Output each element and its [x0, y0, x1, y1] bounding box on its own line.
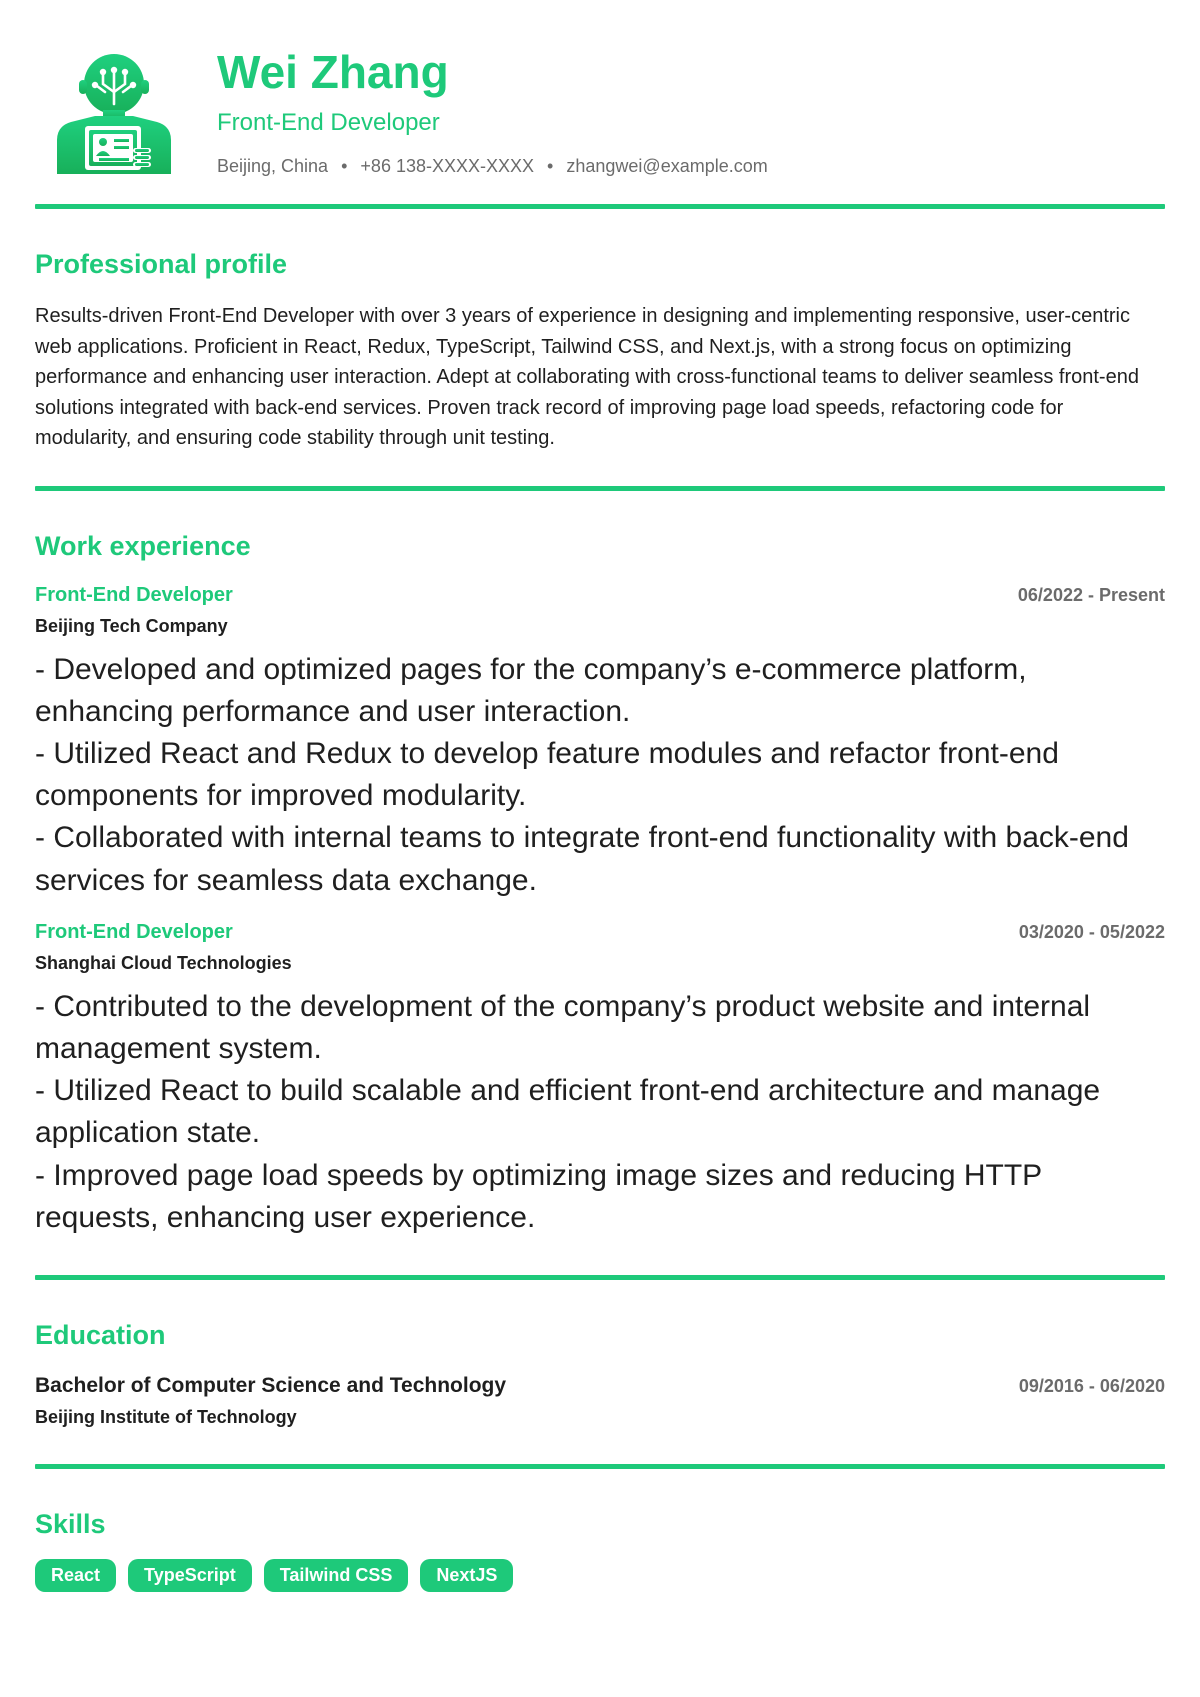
candidate-name: Wei Zhang: [217, 46, 449, 98]
job-entry: [35, 581, 1165, 902]
job-bullet: - Utilized React and Redux to develop feature modules and refactor front-end components for improved modularity.: [35, 736, 1059, 813]
job-role: Front-End Developer: [35, 583, 233, 606]
education-date: 09/2016 - 06/2020: [1018, 1375, 1165, 1396]
job-bullet: - Collaborated with internal teams to integrate front-end functionality with back-end services for seamless data exchange.: [35, 821, 1129, 897]
profile-section: [35, 247, 1165, 454]
skills-list: [35, 1559, 1165, 1592]
section-divider: [35, 204, 1165, 209]
candidate-title: Front-End Developer: [217, 109, 440, 136]
job-date: 06/2022 - Present: [1017, 584, 1165, 605]
profile-heading: Professional profile: [35, 249, 288, 279]
job-date: 03/2020 - 05/2022: [1018, 921, 1165, 942]
contact-separator: •: [341, 156, 348, 176]
job-bullet: - Contributed to the development of the company’s product website and internal management system.: [35, 989, 1091, 1065]
skill-chip: React: [35, 1559, 116, 1592]
skills-section: [35, 1507, 1165, 1592]
job-entry: [35, 918, 1165, 1239]
job-company: Shanghai Cloud Technologies: [35, 952, 292, 973]
skills-heading: Skills: [35, 1508, 106, 1539]
contact-separator: •: [547, 156, 554, 176]
profile-text: Results-driven Front-End Developer with over 3 years of experience in designing and implementing responsive, user-centric web applications. Proficient in React, Redux, TypeScript, Tailwind CSS, and Next.js, with a strong focus on optimizing performance and enhancing user interaction. Adept at collaborating with cross-functional teams to deliver seamless front-end solutions integrated with back-end services. Proven track record of improving page load speeds, refactoring code for modularity, and ensuring code stability through unit testing.: [35, 305, 1139, 449]
job-header: [35, 918, 1165, 946]
header-text: [217, 44, 768, 178]
contact-line: [217, 154, 768, 178]
job-bullets: [35, 986, 1165, 1239]
contact-email: zhangwei@example.com: [566, 156, 768, 176]
experience-heading: Work experience: [35, 530, 251, 561]
skill-chip: TypeScript: [128, 1559, 252, 1592]
education-section: [35, 1318, 1165, 1430]
job-bullet: - Improved page load speeds by optimizing image sizes and reducing HTTP requests, enhancing user experience.: [35, 1158, 1042, 1234]
skill-chip: NextJS: [420, 1559, 513, 1592]
job-bullet: - Utilized React to build scalable and efficient front-end architecture and manage application state.: [35, 1074, 1101, 1150]
job-bullets: [35, 649, 1165, 902]
experience-section: [35, 529, 1165, 1239]
education-school: Beijing Institute of Technology: [35, 1406, 297, 1427]
job-bullet: - Developed and optimized pages for the company’s e-commerce platform, enhancing performance and user interaction.: [35, 652, 1027, 728]
contact-location: Beijing, China: [217, 156, 329, 176]
education-heading: Education: [35, 1319, 166, 1350]
developer-avatar-icon: [49, 44, 179, 174]
resume-header: [35, 0, 1165, 176]
skill-chip: Tailwind CSS: [264, 1559, 409, 1592]
section-divider: [35, 1464, 1165, 1469]
section-divider: [35, 1275, 1165, 1280]
section-divider: [35, 486, 1165, 491]
education-degree: Bachelor of Computer Science and Technology: [35, 1373, 507, 1397]
job-header: [35, 581, 1165, 609]
job-company: Beijing Tech Company: [35, 615, 228, 636]
contact-phone: +86 138-XXXX-XXXX: [360, 156, 535, 176]
education-header: [35, 1372, 1165, 1400]
job-role: Front-End Developer: [35, 920, 233, 943]
